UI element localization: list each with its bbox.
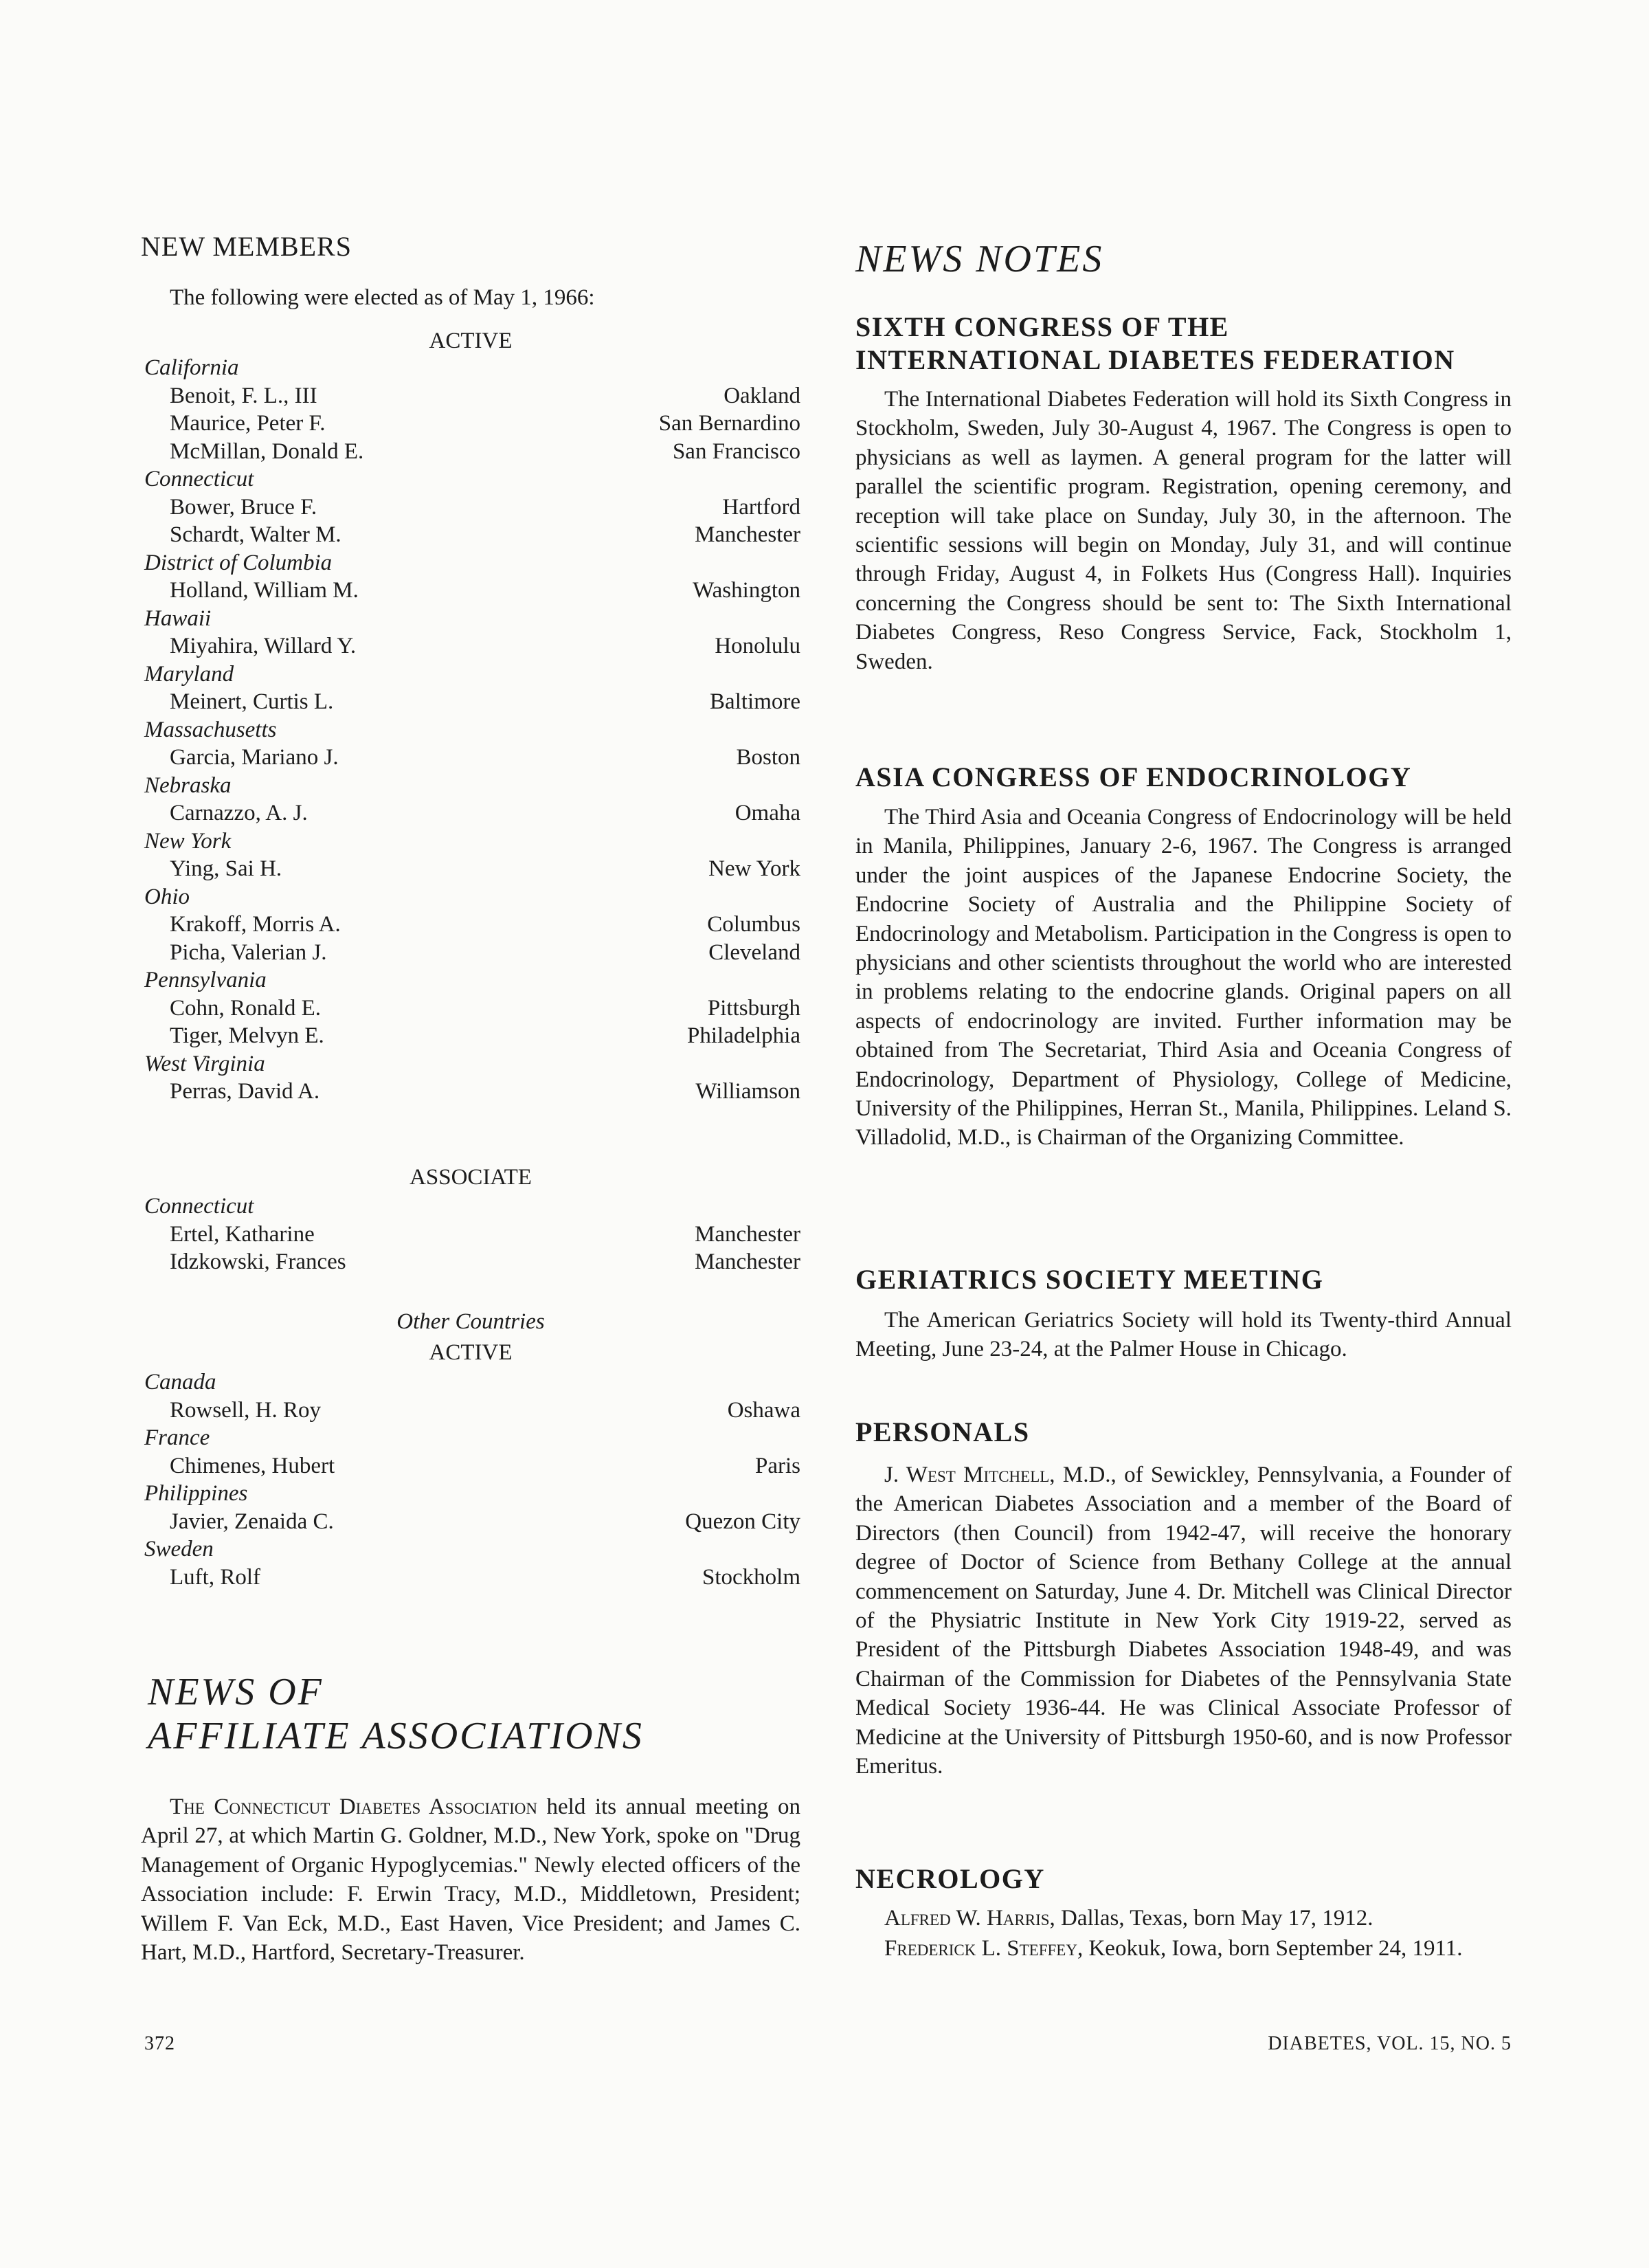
member-name: Javier, Zenaida C. [170,1509,334,1534]
state-heading-row [141,1479,800,1508]
necrology-details: , Keokuk, Iowa, born September 24, 1911. [1077,1936,1463,1961]
affiliate-lead: The Connecticut Diabetes Association [170,1794,537,1819]
other-active-label: ACTIVE [429,1340,513,1365]
member-row [141,1507,800,1536]
news-notes-heading: NEWS NOTES [855,238,1104,280]
member-name: Holland, William M. [170,578,359,603]
member-city: Omaha [734,801,800,825]
journal-footer: DIABETES, VOL. 15, NO. 5 [1268,2033,1512,2054]
member-name: Krakoff, Morris A. [170,912,341,937]
new-members-heading: NEW MEMBERS [141,231,352,262]
member-name: Luft, Rolf [170,1564,260,1590]
state-heading-row [141,1423,800,1452]
member-city: San Bernardino [658,411,800,436]
state-name: Massachusetts [144,717,277,742]
state-name: France [144,1425,210,1450]
member-row [141,854,800,883]
member-row [141,520,800,549]
personals-title: PERSONALS [855,1416,1030,1447]
member-row [141,1021,800,1050]
member-city: Washington [693,578,800,603]
asia-congress-title: ASIA CONGRESS OF ENDOCRINOLOGY [855,761,1412,792]
state-name: California [144,355,239,380]
member-name: Carnazzo, A. J. [170,801,308,825]
state-name: Pennsylvania [144,968,267,992]
affiliate-body: held its annual meeting on April 27, at which Martin G. Goldner, M.D., New York, spoke on "Drug Management of Organic Hypoglycemias." Newly elected officers of the Association include: F. Erwin Tracy, M.D., Middletown, President; Willem F. Van Eck, M.D., East Haven, Vice President; and James C. Hart, M.D., Hartford, Secretary-Treasurer. [141,1794,800,1966]
member-row [141,1452,800,1480]
necrology-entry [855,1934,1512,1963]
state-heading-row [141,827,800,856]
geriatrics-title: GERIATRICS SOCIETY MEETING [855,1264,1324,1295]
affiliate-heading-line2: AFFILIATE ASSOCIATIONS [148,1715,644,1757]
state-heading-row [141,771,800,800]
member-name: Bower, Bruce F. [170,494,317,520]
member-name: Miyahira, Willard Y. [170,634,357,658]
member-city: Pittsburgh [707,995,800,1021]
necrology-name: Frederick L. Steffey [884,1936,1077,1961]
member-name: Ying, Sai H. [170,856,282,881]
member-name: Ertel, Katharine [170,1221,315,1247]
member-name: Meinert, Curtis L. [170,689,334,714]
other-countries-label: Other Countries [396,1309,545,1334]
member-name: McMillan, Donald E. [170,438,364,464]
member-name: Rowsell, H. Roy [170,1397,322,1423]
member-row [141,938,800,967]
state-heading-row [141,604,800,633]
member-row [141,1396,800,1425]
member-row [141,910,800,939]
personals-lead: J. West Mitchell [884,1463,1050,1487]
state-name: District of Columbia [144,550,333,575]
state-name: Connecticut [144,467,254,491]
member-row [141,994,800,1023]
member-name: Schardt, Walter M. [170,522,341,547]
state-heading-row [141,1192,800,1221]
member-name: Cohn, Ronald E. [170,995,321,1021]
personals-paragraph [855,1460,1512,1781]
member-row [141,576,800,605]
congress-title-line1: SIXTH CONGRESS OF THE [855,311,1229,342]
state-name: New York [144,828,232,854]
state-heading-row [141,966,800,994]
necrology-name: Alfred W. Harris [884,1906,1050,1931]
member-city: Baltimore [710,689,800,714]
member-row [141,632,800,660]
member-city: Philadelphia [687,1023,800,1048]
associate-label: ASSOCIATE [410,1165,532,1190]
member-row [141,409,800,438]
necrology-entry [855,1904,1512,1933]
member-city: New York [708,856,800,881]
state-heading-row [141,548,800,577]
new-members-intro: The following were elected as of May 1, 1966: [170,285,595,310]
member-name: Perras, David A. [170,1079,320,1104]
member-name: Maurice, Peter F. [170,411,326,436]
member-city: Hartford [722,494,800,520]
state-name: West Virginia [144,1051,265,1076]
congress-paragraph: The International Diabetes Federation will hold its Sixth Congress in Stockholm, Sweden, July 30-August 4, 1967. The Congress is open to physicians as well as laymen. A general program for the latter will parallel the scientific program. Registration, opening ceremony, and reception will take place on Sunday, July 30, in the afternoon. The scientific sessions will begin on Monday, July 31, and will continue through Friday, August 4, in Folkets Hus (Congress Hall). Inquiries concerning the Congress should be sent to: The Sixth International Diabetes Congress, Reso Congress Service, Fack, Stockholm 1, Sweden. [855,387,1512,674]
state-heading-row [141,1535,800,1564]
member-city: Oshawa [727,1397,800,1423]
member-name: Tiger, Melvyn E. [170,1023,324,1048]
member-city: Stockholm [702,1564,800,1590]
active-label: ACTIVE [429,329,513,353]
member-city: Oakland [723,383,800,408]
state-name: Nebraska [144,772,232,798]
member-row [141,799,800,827]
member-row [141,1563,800,1592]
state-heading-row [141,660,800,689]
member-city: Quezon City [685,1509,800,1534]
member-row [141,1077,800,1106]
necrology-details: , Dallas, Texas, born May 17, 1912. [1049,1906,1373,1931]
state-heading-row [141,715,800,744]
state-name: Maryland [144,661,234,687]
member-city: Boston [736,745,800,770]
member-city: Paris [755,1453,800,1478]
asia-congress-paragraph: The Third Asia and Oceania Congress of Endocrinology will be held in Manila, Philippines, January 2-6, 1967. The Congress is arranged under the joint auspices of the Japanese Endocrine Society, the Endocrine Society of Australia and the Philippine Society of Endocrinology and Metabolism. Participation in the Congress is open to physicians and other scientists throughout the world who are interested in problems relating to the endocrine glands. Original papers on all aspects of endocrinology are invited. Further information may be obtained from The Secretariat, Third Asia and Oceania Congress of Endocrinology, Department of Physiology, College of Medicine, University of the Philippines, Herran St., Manila, Philippines. Leland S. Villadolid, M.D., is Chairman of the Organizing Committee. [855,805,1512,1150]
member-row [141,1247,800,1276]
member-city: San Francisco [672,438,800,464]
geriatrics-paragraph: The American Geriatrics Society will hold its Twenty-third Annual Meeting, June 23-24, at the Palmer House in Chicago. [855,1308,1512,1362]
state-heading-row [141,1368,800,1397]
member-name: Idzkowski, Frances [170,1249,346,1274]
member-name: Picha, Valerian J. [170,940,327,965]
affiliate-paragraph [141,1792,800,1967]
member-city: Cleveland [708,940,800,965]
member-row [141,437,800,466]
member-row [141,493,800,522]
state-name: Connecticut [144,1194,254,1219]
member-name: Garcia, Mariano J. [170,745,339,770]
member-city: Manchester [695,522,800,547]
member-city: Columbus [707,912,800,937]
state-name: Sweden [144,1537,214,1561]
member-row [141,743,800,772]
personals-body: , M.D., of Sewickley, Pennsylvania, a Founder of the American Diabetes Association and a member of the Board of Directors (then Council) from 1942-47, will receive the honorary degree of Doctor of Science from Bethany College at the annual commencement on Saturday, June 4. Dr. Mitchell was Clinical Director of the Physiatric Institute in New York City 1919-22, served as President of the Pittsburgh Diabetes Association 1948-49, and was Chairman of the Commission for Diabetes of the Pennsylvania State Medical Society 1936-44. He was Clinical Associate Professor of Medicine at the University of Pittsburgh 1950-60, and is now Professor Emeritus. [855,1463,1512,1779]
state-name: Hawaii [144,605,212,631]
state-heading-row [141,465,800,493]
congress-title-line2: INTERNATIONAL DIABETES FEDERATION [855,344,1455,375]
member-row [141,1220,800,1249]
page-number: 372 [144,2033,175,2054]
state-name: Philippines [144,1481,248,1506]
member-city: Williamson [695,1079,800,1104]
necrology-title: NECROLOGY [855,1863,1045,1894]
member-row [141,687,800,716]
state-name: Canada [144,1370,216,1394]
state-heading-row [141,353,800,382]
member-city: Manchester [695,1221,800,1247]
state-heading-row [141,882,800,911]
affiliate-heading-line1: NEWS OF [148,1671,324,1713]
member-name: Chimenes, Hubert [170,1453,335,1478]
member-city: Manchester [695,1249,800,1274]
member-row [141,381,800,410]
member-name: Benoit, F. L., III [170,383,317,408]
member-city: Honolulu [715,634,800,658]
state-name: Ohio [144,884,190,909]
state-heading-row [141,1049,800,1078]
